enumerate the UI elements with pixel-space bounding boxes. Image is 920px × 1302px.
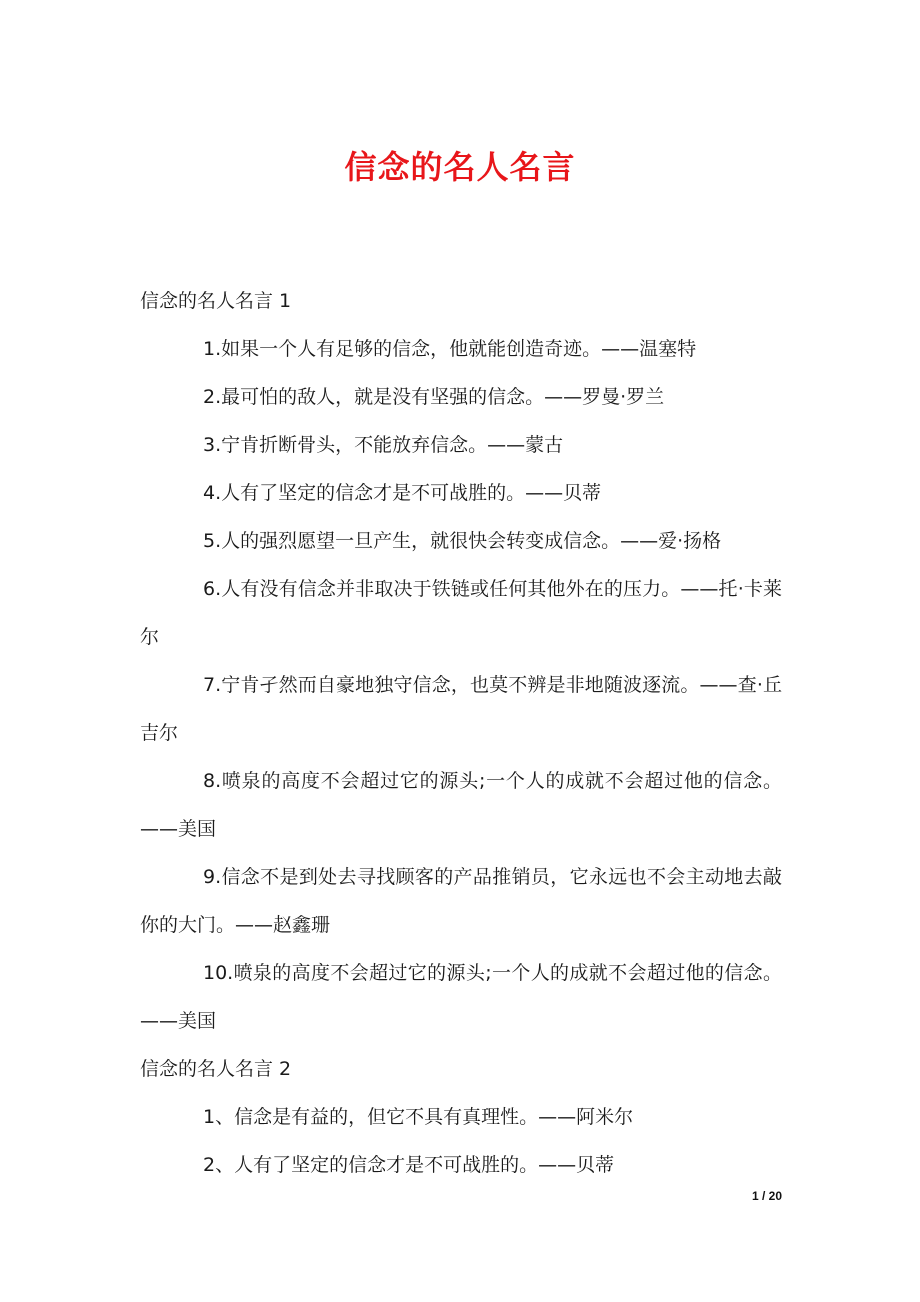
quote-item: 1、信念是有益的，但它不具有真理性。——阿米尔 xyxy=(203,1106,634,1128)
quote-item: 9.信念不是到处去寻找顾客的产品推销员，它永远也不会主动地去敲你的大门。——赵鑫珊 xyxy=(140,866,782,936)
quote-item: 8.喷泉的高度不会超过它的源头;一个人的成就不会超过他的信念。——美国 xyxy=(140,770,782,840)
quote-item: 2.最可怕的敌人，就是没有坚强的信念。——罗曼·罗兰 xyxy=(203,386,665,408)
document-body xyxy=(140,277,782,1189)
section-heading: 信念的名人名言 1 xyxy=(140,290,292,312)
section-heading: 信念的名人名言 2 xyxy=(140,1058,292,1080)
document-title: 信念的名人名言 xyxy=(344,148,576,186)
quote-item: 7.宁肯孑然而自豪地独守信念，也莫不辨是非地随波逐流。——查·丘吉尔 xyxy=(140,674,782,744)
quote-item: 10.喷泉的高度不会超过它的源头;一个人的成就不会超过他的信念。——美国 xyxy=(140,962,782,1032)
page-number: 1 / 20 xyxy=(751,1189,782,1203)
quote-item: 2、人有了坚定的信念才是不可战胜的。——贝蒂 xyxy=(203,1154,615,1176)
quote-item: 4.人有了坚定的信念才是不可战胜的。——贝蒂 xyxy=(203,482,602,504)
quote-item: 5.人的强烈愿望一旦产生，就很快会转变成信念。——爱·扬格 xyxy=(203,530,722,552)
quote-item: 6.人有没有信念并非取决于铁链或任何其他外在的压力。——托·卡莱尔 xyxy=(140,578,782,648)
quote-item: 1.如果一个人有足够的信念，他就能创造奇迹。——温塞特 xyxy=(203,338,697,360)
quote-item: 3.宁肯折断骨头，不能放弃信念。——蒙古 xyxy=(203,434,564,456)
